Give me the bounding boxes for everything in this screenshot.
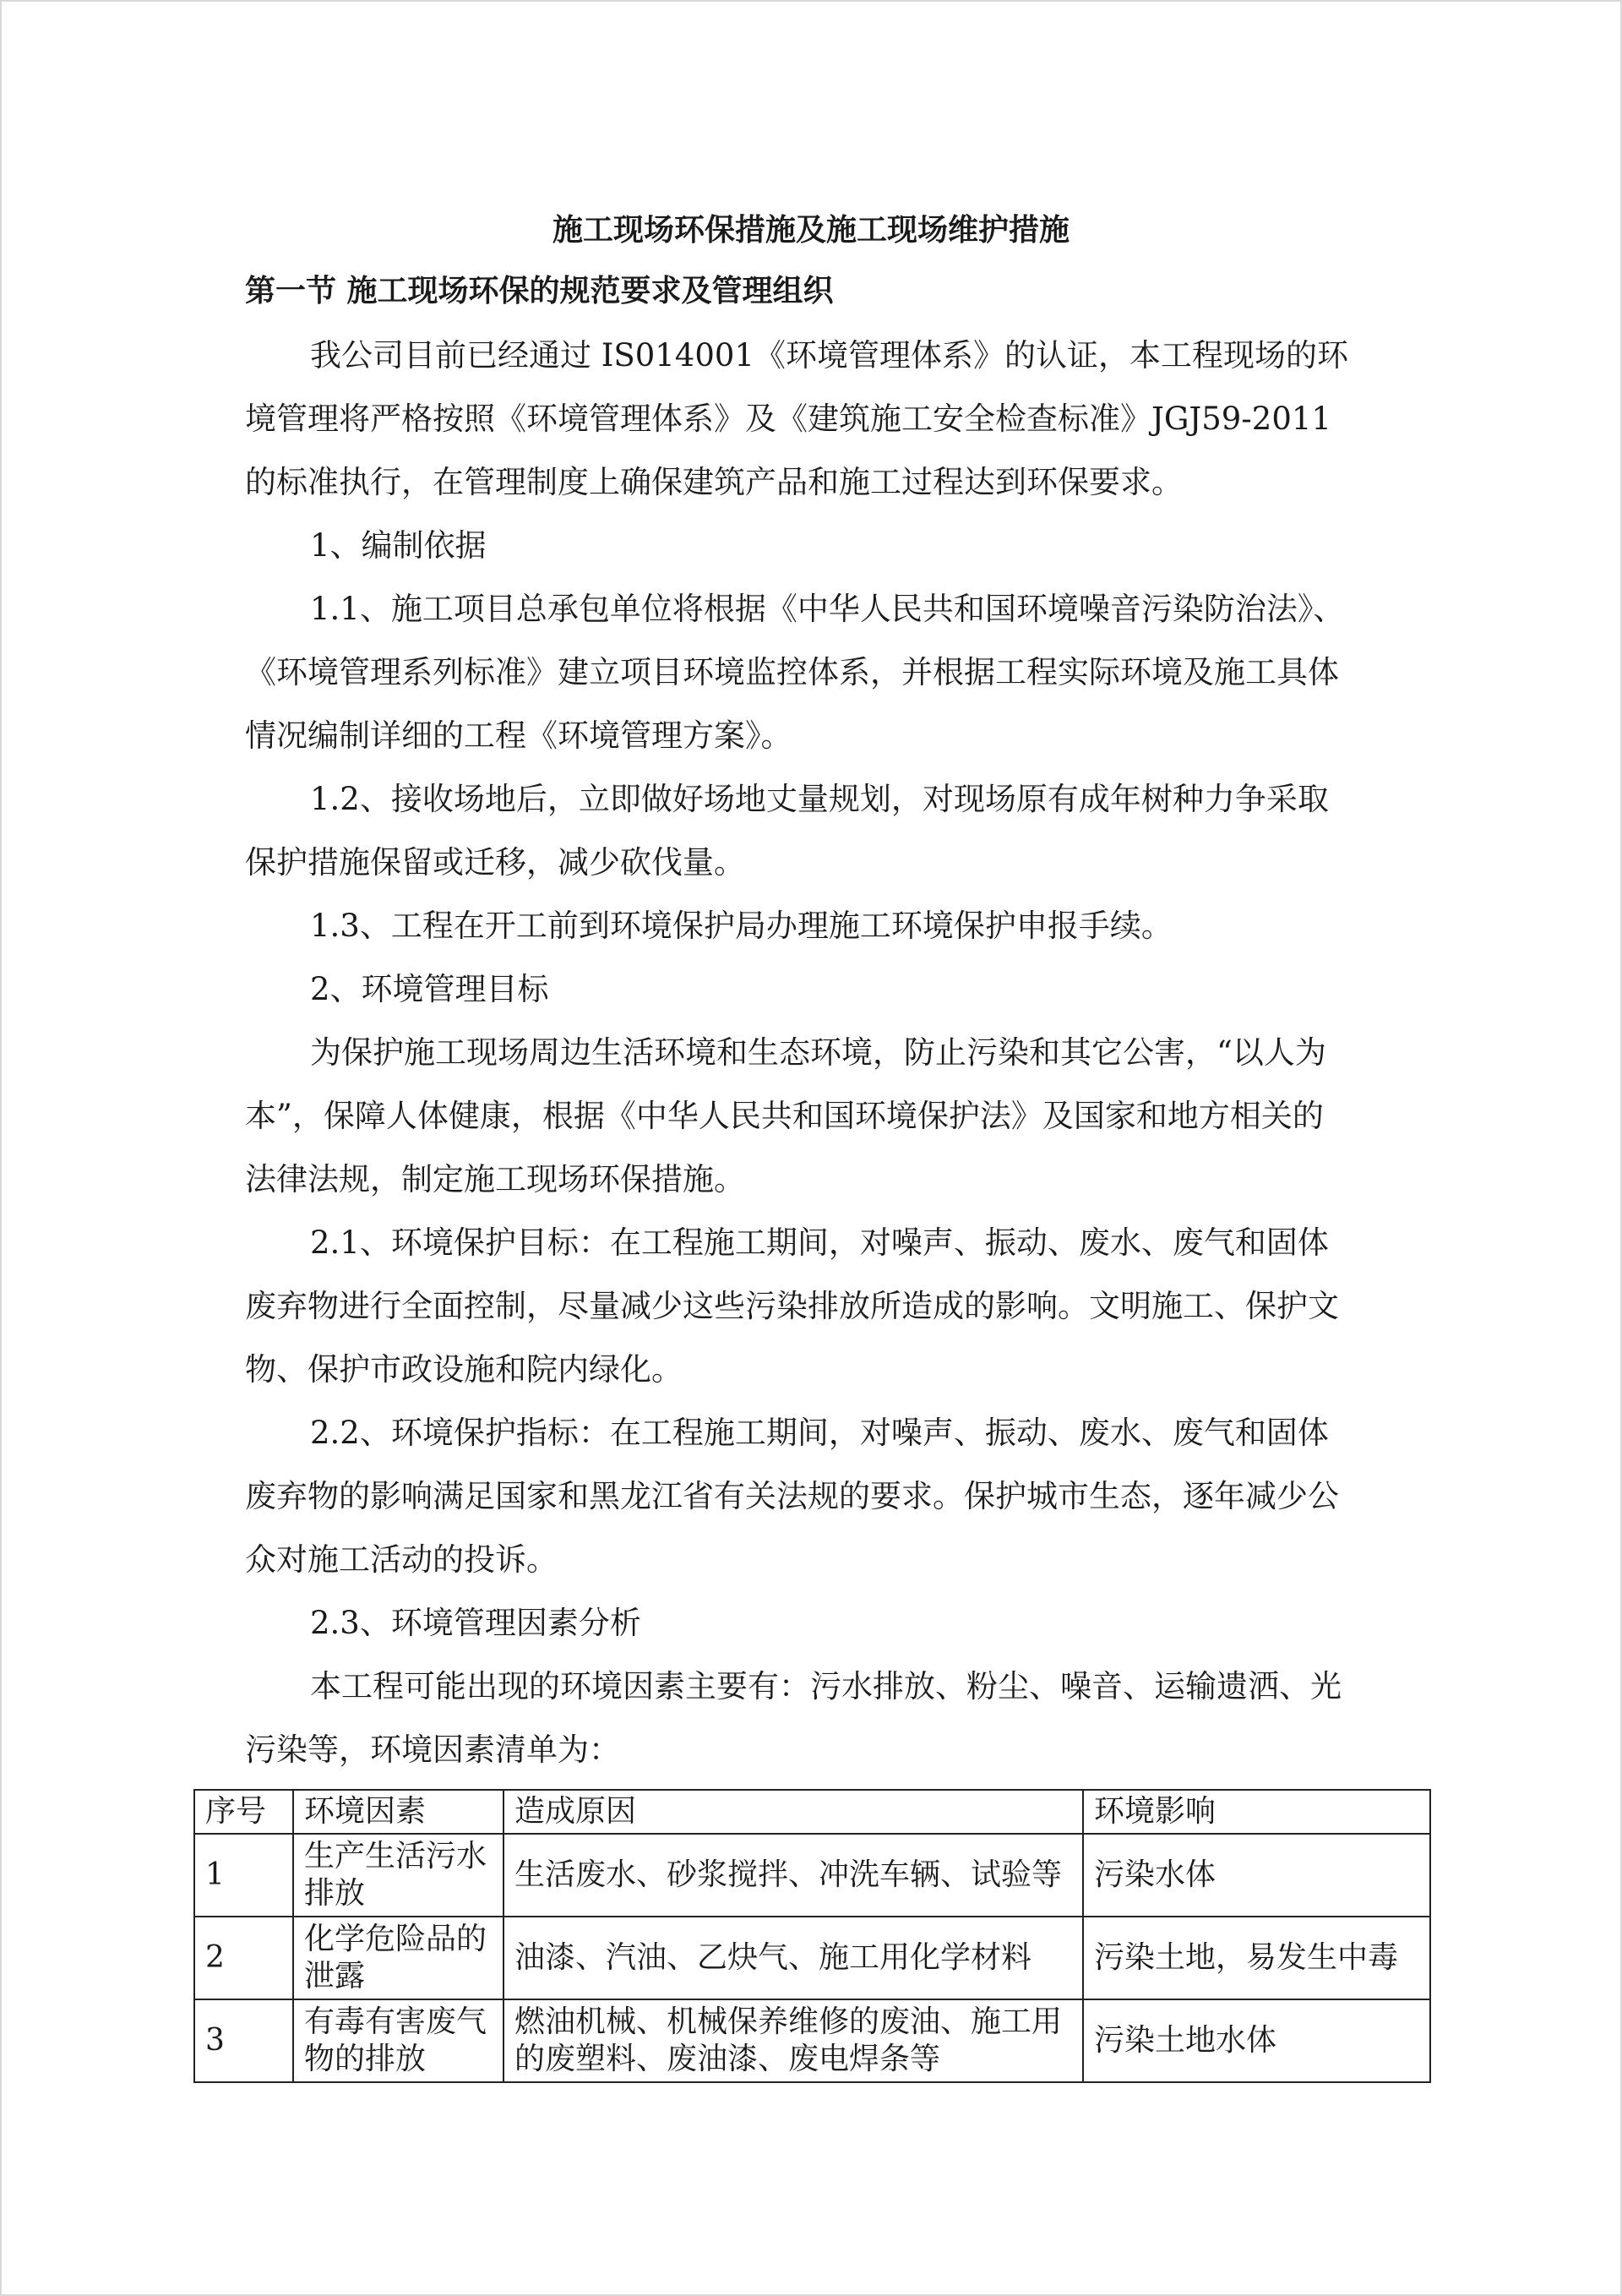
paragraph-line: 情况编制详细的工程《环境管理方案》。 xyxy=(245,717,792,754)
paragraph-line: 为保护施工现场周边生活环境和生态环境，防止污染和其它公害，“以人为 xyxy=(310,1034,1326,1071)
table-cell: 生产生活污水排放 xyxy=(293,1834,503,1917)
paragraph-line: 废弃物的影响满足国家和黑龙江省有关法规的要求。保护城市生态，逐年减少公 xyxy=(245,1478,1339,1514)
paragraph-line: 1.2、接收场地后，立即做好场地丈量规划，对现场原有成年树种力争采取 xyxy=(310,781,1329,817)
paragraph-line: 废弃物进行全面控制，尽量减少这些污染排放所造成的影响。文明施工、保护文 xyxy=(245,1288,1339,1324)
table-cell: 生活废水、砂浆搅拌、冲洗车辆、试验等 xyxy=(503,1834,1083,1917)
table-cell: 3 xyxy=(194,1999,293,2082)
paragraph-line: 1.3、工程在开工前到环境保护局办理施工环境保护申报手续。 xyxy=(310,908,1173,944)
paragraph-line: 我公司目前已经通过 IS014001《环境管理体系》的认证，本工程现场的环 xyxy=(310,337,1348,374)
table-cell: 化学危险品的泄露 xyxy=(293,1917,503,1999)
paragraph-line: 本工程可能出现的环境因素主要有：污水排放、粉尘、噪音、运输遗洒、光 xyxy=(310,1668,1342,1704)
paragraph-line: 本”，保障人体健康，根据《中华人民共和国环境保护法》及国家和地方相关的 xyxy=(245,1098,1324,1134)
table-header-cell: 环境影响 xyxy=(1083,1790,1430,1834)
table-row xyxy=(194,1834,1430,1917)
table-cell: 污染水体 xyxy=(1083,1834,1430,1917)
table-cell: 污染土地水体 xyxy=(1083,1999,1430,2082)
table-cell: 污染土地，易发生中毒 xyxy=(1083,1917,1430,1999)
table-header-cell: 造成原因 xyxy=(503,1790,1083,1834)
paragraph-line: 境管理将严格按照《环境管理体系》及《建筑施工安全检查标准》JGJ59-2011 xyxy=(245,401,1331,437)
paragraph-line: 1、编制依据 xyxy=(310,527,487,564)
paragraph-line: 众对施工活动的投诉。 xyxy=(245,1541,558,1578)
paragraph-line: 的标准执行，在管理制度上确保建筑产品和施工过程达到环保要求。 xyxy=(245,464,1183,500)
table-cell: 燃油机械、机械保养维修的废油、施工用的废塑料、废油漆、废电焊条等 xyxy=(503,1999,1083,2082)
paragraph-line: 法律法规，制定施工现场环保措施。 xyxy=(245,1161,745,1197)
paragraph-line: 污染等，环境因素清单为： xyxy=(245,1732,620,1768)
table-row xyxy=(194,1917,1430,1999)
paragraph-line: 1.1、施工项目总承包单位将根据《中华人民共和国环境噪音污染防治法》、 xyxy=(310,591,1345,627)
table-header-row xyxy=(194,1790,1430,1834)
table-cell: 1 xyxy=(194,1834,293,1917)
table-header-cell: 序号 xyxy=(194,1790,293,1834)
document-title: 施工现场环保措施及施工现场维护措施 xyxy=(552,212,1070,248)
paragraph-line: 2、环境管理目标 xyxy=(310,971,549,1007)
table-cell: 有毒有害废气物的排放 xyxy=(293,1999,503,2082)
paragraph-line: 保护措施保留或迁移，减少砍伐量。 xyxy=(245,844,745,881)
table-header-cell: 环境因素 xyxy=(293,1790,503,1834)
table-row xyxy=(194,1999,1430,2082)
paragraph-line: 2.2、环境保护指标：在工程施工期间，对噪声、振动、废水、废气和固体 xyxy=(310,1415,1329,1451)
paragraph-line: 2.1、环境保护目标：在工程施工期间，对噪声、振动、废水、废气和固体 xyxy=(310,1224,1329,1261)
paragraph-line: 物、保护市政设施和院内绿化。 xyxy=(245,1351,683,1388)
environment-factor-table xyxy=(193,1789,1431,2083)
table-cell: 油漆、汽油、乙炔气、施工用化学材料 xyxy=(503,1917,1083,1999)
table-cell: 2 xyxy=(194,1917,293,1999)
section-heading: 第一节 施工现场环保的规范要求及管理组织 xyxy=(245,273,834,308)
paragraph-line: 2.3、环境管理因素分析 xyxy=(310,1605,641,1641)
paragraph-line: 《环境管理系列标准》建立项目环境监控体系，并根据工程实际环境及施工具体 xyxy=(245,654,1339,690)
